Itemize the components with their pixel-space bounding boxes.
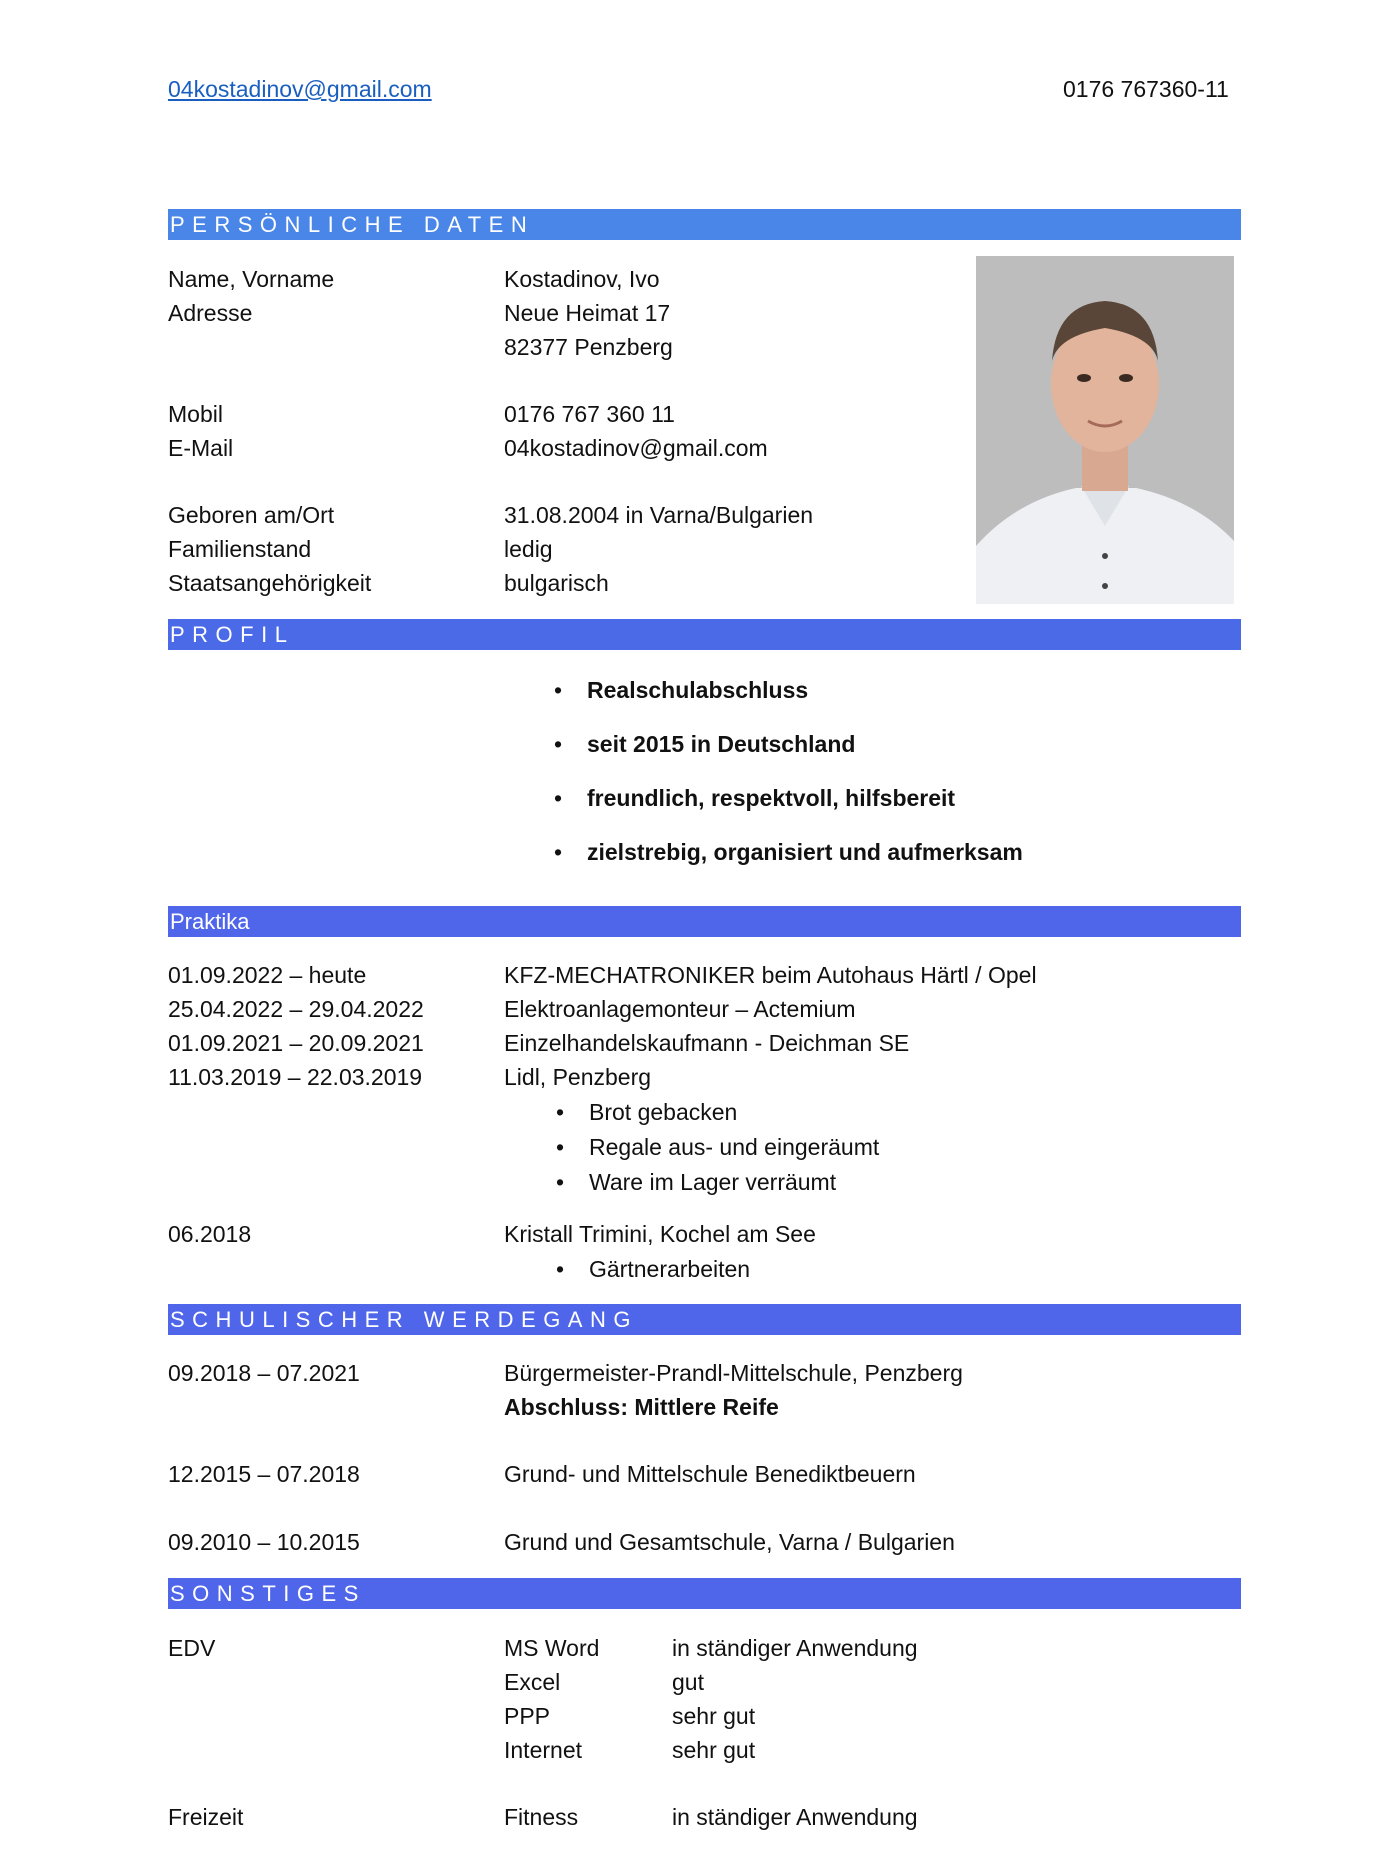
nationality-label: Staatsangehörigkeit — [168, 570, 372, 596]
internship-text: Lidl, Penzberg — [504, 1064, 652, 1090]
internship-date: 01.09.2022 – heute — [168, 962, 367, 988]
school-degree: Abschluss: Mittlere Reife — [504, 1394, 779, 1420]
internship-text: KFZ-MECHATRONIKER beim Autohaus Härtl / Opel — [504, 962, 1037, 988]
internship-date: 01.09.2021 – 20.09.2021 — [168, 1030, 424, 1056]
name-value: Kostadinov, Ivo — [504, 266, 660, 292]
mobile-value: 0176 767 360 11 — [504, 401, 675, 427]
internship-date: 25.04.2022 – 29.04.2022 — [168, 996, 424, 1022]
section-personal-header: PERSÖNLICHE DATEN — [168, 209, 1241, 240]
portrait-photo — [976, 256, 1234, 604]
school-name: Bürgermeister-Prandl-Mittelschule, Penzberg — [504, 1360, 963, 1386]
school-date: 09.2010 – 10.2015 — [168, 1529, 360, 1555]
bullet-icon: • — [554, 731, 563, 757]
section-school-header: SCHULISCHER WERDEGANG — [168, 1304, 1241, 1335]
school-date: 09.2018 – 07.2021 — [168, 1360, 360, 1386]
profile-item: freundlich, respektvoll, hilfsbereit — [587, 785, 956, 811]
bullet-icon: • — [556, 1256, 565, 1282]
school-name: Grund- und Mittelschule Benediktbeuern — [504, 1461, 916, 1487]
edv-level: gut — [672, 1669, 704, 1695]
internship-text: Kristall Trimini, Kochel am See — [504, 1221, 816, 1247]
freetime-label: Freizeit — [168, 1804, 244, 1830]
edv-level: sehr gut — [672, 1703, 756, 1729]
section-misc-header: SONSTIGES — [168, 1578, 1241, 1609]
internship-text: Elektroanlagemonteur – Actemium — [504, 996, 856, 1022]
bullet-icon: • — [554, 785, 563, 811]
profile-item: zielstrebig, organisiert und aufmerksam — [587, 839, 1023, 865]
address-line1: Neue Heimat 17 — [504, 300, 671, 326]
section-profile-header: PROFIL — [168, 619, 1241, 650]
family-status-value: ledig — [504, 536, 553, 562]
freetime-activity: Fitness — [504, 1804, 579, 1830]
edv-skill: Internet — [504, 1737, 582, 1763]
email-value: 04kostadinov@gmail.com — [504, 435, 768, 461]
bullet-icon: • — [554, 677, 563, 703]
bullet-icon: • — [556, 1099, 565, 1125]
internship-date: 11.03.2019 – 22.03.2019 — [168, 1064, 423, 1090]
freetime-level: in ständiger Anwendung — [672, 1804, 918, 1830]
edv-skill: MS Word — [504, 1635, 600, 1661]
bullet-icon: • — [554, 839, 563, 865]
section-internships-header: Praktika — [168, 906, 1241, 937]
header-email-link[interactable]: 04kostadinov@gmail.com — [168, 76, 432, 102]
profile-item: seit 2015 in Deutschland — [587, 731, 856, 757]
name-label: Name, Vorname — [168, 266, 335, 292]
edv-level: sehr gut — [672, 1737, 756, 1763]
mobile-label: Mobil — [168, 401, 223, 427]
address-label: Adresse — [168, 300, 253, 326]
born-label: Geboren am/Ort — [168, 502, 335, 528]
born-value: 31.08.2004 in Varna/Bulgarien — [504, 502, 814, 528]
email-label: E-Mail — [168, 435, 234, 461]
bullet-icon: • — [556, 1169, 565, 1195]
profile-item: Realschulabschluss — [587, 677, 809, 703]
school-date: 12.2015 – 07.2018 — [168, 1461, 360, 1487]
nationality-value: bulgarisch — [504, 570, 609, 596]
internship-date: 06.2018 — [168, 1221, 252, 1247]
internship-task: Brot gebacken — [589, 1099, 738, 1125]
header-phone: 0176 767360-11 — [1063, 76, 1229, 102]
school-name: Grund und Gesamtschule, Varna / Bulgarien — [504, 1529, 955, 1555]
internship-text: Einzelhandelskaufmann - Deichman SE — [504, 1030, 910, 1056]
internship-task: Gärtnerarbeiten — [589, 1256, 751, 1282]
edv-skill: Excel — [504, 1669, 561, 1695]
address-line2: 82377 Penzberg — [504, 334, 673, 360]
edv-level: in ständiger Anwendung — [672, 1635, 918, 1661]
internship-task: Regale aus- und eingeräumt — [589, 1134, 880, 1160]
bullet-icon: • — [556, 1134, 565, 1160]
edv-label: EDV — [168, 1635, 216, 1661]
family-status-label: Familienstand — [168, 536, 312, 562]
edv-skill: PPP — [504, 1703, 551, 1729]
internship-task: Ware im Lager verräumt — [589, 1169, 837, 1195]
